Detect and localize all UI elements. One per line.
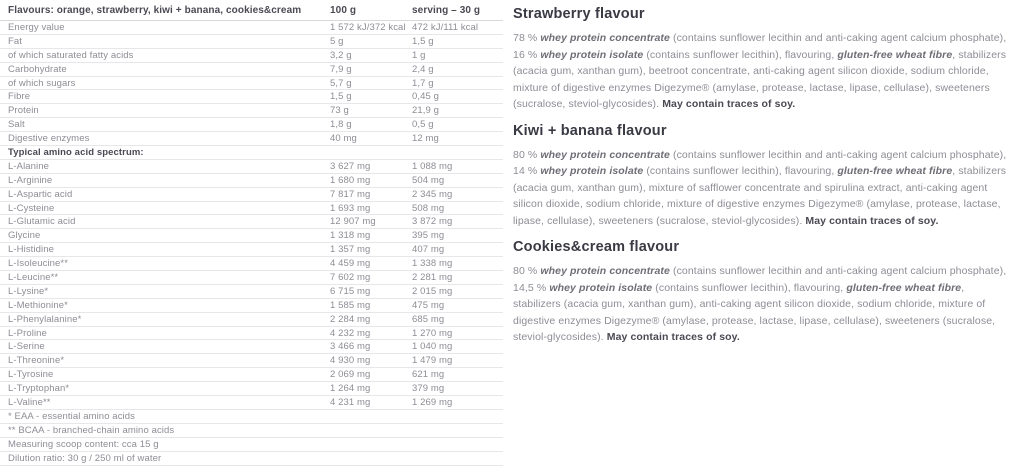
row-label: Fat (8, 35, 23, 47)
ingredient-segment: May contain traces of soy. (606, 331, 740, 343)
row-label: L-Histidine (8, 244, 54, 256)
row-value-100g: 40 mg (330, 133, 357, 145)
table-row (0, 146, 503, 160)
row-label: Energy value (8, 21, 65, 33)
row-value-100g: 4 231 mg (330, 396, 371, 408)
table-row (0, 313, 503, 327)
row-value-100g: 6 715 mg (330, 285, 371, 297)
ingredient-segment: gluten-free wheat fibre (846, 281, 962, 294)
row-value-serving: 1 479 mg (412, 355, 453, 367)
row-label: L-Leucine** (8, 271, 59, 283)
row-label: L-Tyrosine (8, 369, 54, 381)
row-value-serving: 2,4 g (412, 63, 434, 75)
table-row (0, 285, 503, 299)
ingredient-segment: gluten-free wheat fibre (837, 165, 953, 177)
row-value-100g: 3 627 mg (330, 160, 371, 172)
row-label: Glycine (8, 230, 41, 242)
row-value-100g: 2 284 mg (330, 313, 371, 325)
row-value-100g: 1 572 kJ/372 kcal (330, 21, 406, 33)
row-value-100g: 1,5 g (330, 91, 352, 103)
row-value-serving: 3 872 mg (412, 216, 453, 228)
row-label: L-Glutamic acid (8, 216, 76, 228)
row-label: Fibre (8, 91, 31, 103)
row-label: L-Isoleucine** (8, 258, 69, 270)
table-row (0, 368, 503, 382)
row-value-serving: 1 269 mg (412, 396, 453, 408)
row-value-serving: 685 mg (412, 313, 445, 325)
ingredient-segment: , stabilizers (acacia gum, xanthan gum), beetroot concentrate, anti-caking agent silicon dioxide, sodium chloride, mixture of digestive enzymes Digezyme® (amylase, protease, lactase, lipase, cellulase), sweeteners (sucralose, steviol-glycosides). (513, 48, 1007, 110)
ingredient-segment: (contains sunflower lecithin), flavouring, (652, 281, 847, 294)
ingredient-segment: May contain traces of soy. (662, 98, 796, 110)
table-row (0, 452, 503, 466)
table-header-row (0, 0, 503, 21)
row-label: of which saturated fatty acids (8, 49, 134, 61)
row-label: L-Methionine* (8, 299, 68, 311)
row-value-serving: 508 mg (412, 202, 445, 214)
row-value-100g: 7 817 mg (330, 188, 371, 200)
row-value-100g: 1 264 mg (330, 383, 371, 395)
row-value-100g: 2 069 mg (330, 369, 371, 381)
row-value-100g: 1 318 mg (330, 230, 371, 242)
row-value-serving: 0,45 g (412, 91, 440, 103)
row-label: L-Valine** (8, 396, 51, 408)
row-label: Measuring scoop content: cca 15 g (8, 438, 159, 450)
row-value-100g: 73 g (330, 105, 349, 117)
row-value-100g: 4 232 mg (330, 327, 371, 339)
row-value-serving: 2 345 mg (412, 188, 453, 200)
table-row (0, 424, 503, 438)
row-label: L-Cysteine (8, 202, 55, 214)
table-row (0, 90, 503, 104)
row-label: Typical amino acid spectrum: (8, 146, 144, 158)
row-value-serving: 407 mg (412, 244, 445, 256)
ingredient-segment: (contains sunflower lecithin), flavouring, (643, 165, 838, 177)
table-row (0, 243, 503, 257)
row-label: L-Aspartic acid (8, 188, 73, 200)
row-label: L-Lysine* (8, 285, 49, 297)
ingredient-segment: (contains sunflower lecithin and anti-caking agent calcium phosphate), 14,5 % (513, 265, 1007, 294)
table-row (0, 35, 503, 49)
row-label: L-Arginine (8, 174, 53, 186)
table-row (0, 21, 503, 35)
row-value-100g: 7,9 g (330, 63, 352, 75)
flavour-block (513, 123, 1013, 230)
table-row (0, 396, 503, 410)
row-value-100g: 5,7 g (330, 77, 352, 89)
ingredient-segment: whey protein concentrate (540, 148, 670, 161)
row-value-serving: 504 mg (412, 174, 445, 186)
row-value-100g: 4 459 mg (330, 258, 371, 270)
ingredient-segment: , stabilizers (acacia gum, xanthan gum), mixture of safflower concentrate and spirulina extract, anti-caking agent silicon dioxide, sodium chloride, mixture of digestive enzymes Digezyme® (amylase, protease, lactase, lipase, cellulase), sweeteners (sucralose, steviol-glycosides). (513, 165, 1007, 227)
ingredient-segment: 78 % (513, 32, 541, 44)
row-value-serving: 1,7 g (412, 77, 434, 89)
row-label: of which sugars (8, 77, 76, 89)
table-row (0, 118, 503, 132)
row-value-serving: 1 338 mg (412, 258, 453, 270)
row-value-100g: 3,2 g (330, 49, 352, 61)
row-label: L-Phenylalanine* (8, 313, 82, 325)
row-value-serving: 0,5 g (412, 119, 434, 131)
flavour-block (513, 239, 1013, 346)
row-label: L-Serine (8, 341, 45, 353)
ingredient-segment: whey protein isolate (540, 48, 644, 61)
table-row (0, 49, 503, 63)
row-value-100g: 1 693 mg (330, 202, 371, 214)
table-body (0, 21, 503, 466)
row-label: L-Proline (8, 327, 47, 339)
table-row (0, 299, 503, 313)
row-value-100g: 5 g (330, 35, 344, 47)
row-value-100g: 3 466 mg (330, 341, 371, 353)
flavour-heading: Cookies&cream flavour (513, 239, 680, 255)
row-value-serving: 621 mg (412, 369, 445, 381)
flavour-descriptions (513, 0, 1013, 356)
ingredient-segment: 80 % (513, 148, 541, 161)
row-label: Salt (8, 119, 25, 131)
table-row (0, 132, 503, 146)
table-row (0, 174, 503, 188)
row-label: L-Threonine* (8, 355, 65, 367)
row-value-serving: 1,5 g (412, 35, 434, 47)
ingredient-segment: (contains sunflower lecithin and anti-caking agent calcium phosphate), 14 % (513, 148, 1007, 177)
table-row (0, 257, 503, 271)
row-value-100g: 7 602 mg (330, 271, 371, 283)
flavour-heading: Kiwi + banana flavour (513, 122, 667, 139)
row-value-100g: 1 680 mg (330, 174, 371, 186)
row-value-serving: 21,9 g (412, 105, 440, 117)
table-row (0, 188, 503, 202)
row-value-serving: 12 mg (412, 133, 439, 145)
row-value-100g: 4 930 mg (330, 355, 371, 367)
table-row (0, 438, 503, 452)
column-header-100g: 100 g (330, 4, 357, 16)
row-value-100g: 1 357 mg (330, 244, 371, 256)
table-row (0, 410, 503, 424)
ingredient-segment: 80 % (513, 265, 541, 277)
row-value-serving: 1 088 mg (412, 160, 453, 172)
ingredient-segment: whey protein concentrate (540, 265, 670, 277)
flavour-ingredients-text (513, 263, 1013, 346)
row-label: L-Tryptophan* (8, 383, 70, 395)
ingredient-segment: whey protein isolate (540, 165, 644, 177)
ingredient-segment: (contains sunflower lecithin), flavouring, (643, 48, 838, 61)
flavour-heading: Strawberry flavour (513, 6, 645, 22)
flavour-ingredients-text (513, 30, 1013, 113)
table-row (0, 202, 503, 216)
row-label: Protein (8, 105, 39, 117)
flavours-list-label: Flavours: orange, strawberry, kiwi + banana, cookies&cream (8, 4, 302, 16)
row-value-serving: 1 270 mg (412, 327, 453, 339)
ingredient-segment: May contain traces of soy. (805, 214, 939, 227)
ingredient-segment: whey protein isolate (549, 281, 653, 294)
row-value-serving: 1 040 mg (412, 341, 453, 353)
table-row (0, 271, 503, 285)
ingredient-segment: (contains sunflower lecithin and anti-caking agent calcium phosphate), 16 % (513, 32, 1007, 61)
row-value-serving: 475 mg (412, 299, 445, 311)
row-value-100g: 12 907 mg (330, 216, 376, 228)
table-row (0, 63, 503, 77)
row-label: * EAA - essential amino acids (8, 410, 135, 422)
row-label: Carbohydrate (8, 63, 67, 75)
table-row (0, 382, 503, 396)
row-label: ** BCAA - branched-chain amino acids (8, 424, 175, 436)
row-label: L-Alanine (8, 160, 50, 172)
row-value-serving: 472 kJ/111 kcal (412, 21, 479, 33)
row-value-serving: 395 mg (412, 230, 445, 242)
ingredient-segment: gluten-free wheat fibre (837, 48, 953, 61)
ingredient-segment: whey protein concentrate (540, 32, 670, 44)
row-value-100g: 1,8 g (330, 119, 352, 131)
row-value-serving: 1 g (412, 49, 426, 61)
flavour-ingredients-text (513, 147, 1013, 230)
flavour-block (513, 6, 1013, 113)
row-label: Dilution ratio: 30 g / 250 ml of water (8, 452, 162, 464)
column-header-serving: serving – 30 g (412, 4, 481, 16)
row-value-serving: 379 mg (412, 383, 445, 395)
flavour-blocks (513, 6, 1013, 346)
table-row (0, 340, 503, 354)
table-row (0, 229, 503, 243)
table-row (0, 354, 503, 368)
row-value-serving: 2 281 mg (412, 271, 453, 283)
table-row (0, 327, 503, 341)
row-label: Digestive enzymes (8, 133, 90, 145)
table-row (0, 104, 503, 118)
table-row (0, 160, 503, 174)
nutrition-table (0, 0, 503, 466)
row-value-serving: 2 015 mg (412, 285, 453, 297)
ingredient-segment: , stabilizers (acacia gum, xanthan gum), anti-caking agent silicon dioxide, sodium chloride, mixture of digestive enzymes Digezyme® (amylase, protease, lactase, lipase, cellulase), sweeteners (sucralose, steviol-glycosides). (513, 281, 996, 343)
table-row (0, 215, 503, 229)
table-row (0, 77, 503, 91)
row-value-100g: 1 585 mg (330, 299, 371, 311)
